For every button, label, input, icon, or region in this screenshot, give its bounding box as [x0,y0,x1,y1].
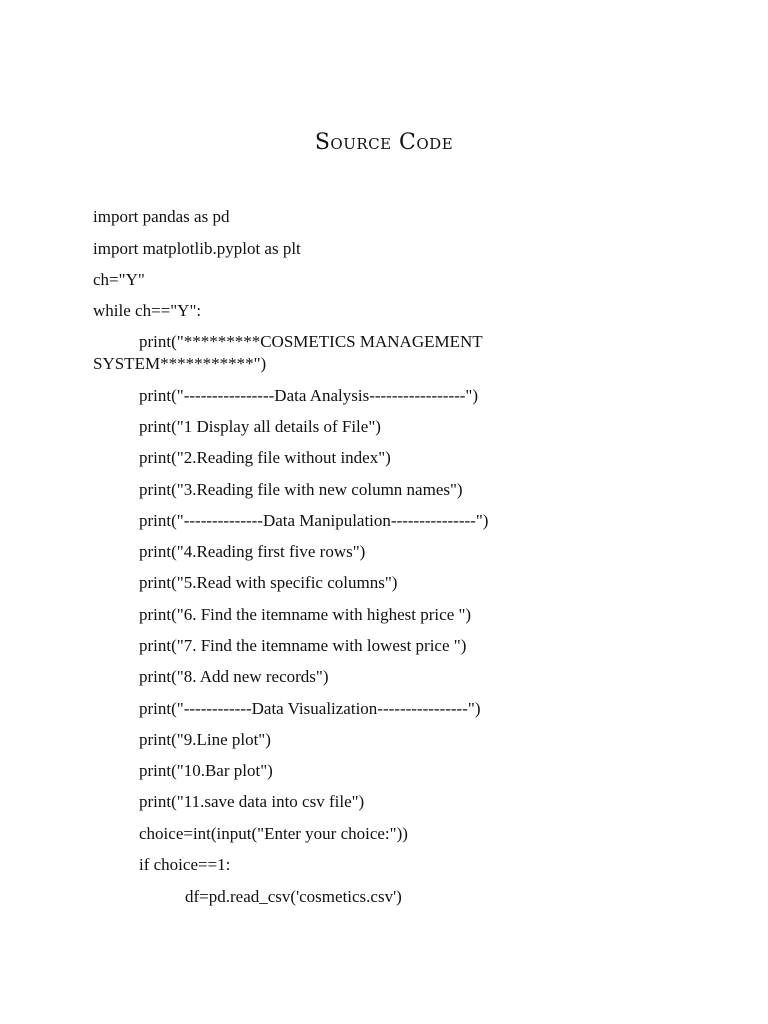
code-line: import pandas as pd [93,207,230,226]
code-line: if choice==1: [139,855,231,874]
code-line: print("8. Add new records") [139,667,329,686]
code-line: print("3.Reading file with new column names") [139,480,463,499]
code-line: SYSTEM***********") [93,354,267,373]
code-line: print("5.Read with specific columns") [139,573,398,592]
code-line: df=pd.read_csv('cosmetics.csv') [185,887,402,906]
code-line: print("6. Find the itemname with highest price ") [139,605,472,624]
code-line: print("4.Reading first five rows") [139,542,366,561]
code-line: print("10.Bar plot") [139,761,273,780]
code-line: print("9.Line plot") [139,730,271,749]
code-line: print("7. Find the itemname with lowest price ") [139,636,467,655]
code-line: print("------------Data Visualization----------------") [139,699,481,718]
code-line: print("*********COSMETICS MANAGEMENT [139,332,483,351]
code-line: print("1 Display all details of File") [139,417,381,436]
code-line: print("2.Reading file without index") [139,448,391,467]
code-line: print("11.save data into csv file") [139,792,365,811]
code-line: while ch=="Y": [93,301,202,320]
code-line: import matplotlib.pyplot as plt [93,239,301,258]
code-line: ch="Y" [93,270,145,289]
code-line: choice=int(input("Enter your choice:")) [139,824,408,843]
code-line: print("----------------Data Analysis-----------------") [139,386,479,405]
page-title: Source Code [314,130,454,155]
code-line: print("--------------Data Manipulation---------------") [139,511,489,530]
